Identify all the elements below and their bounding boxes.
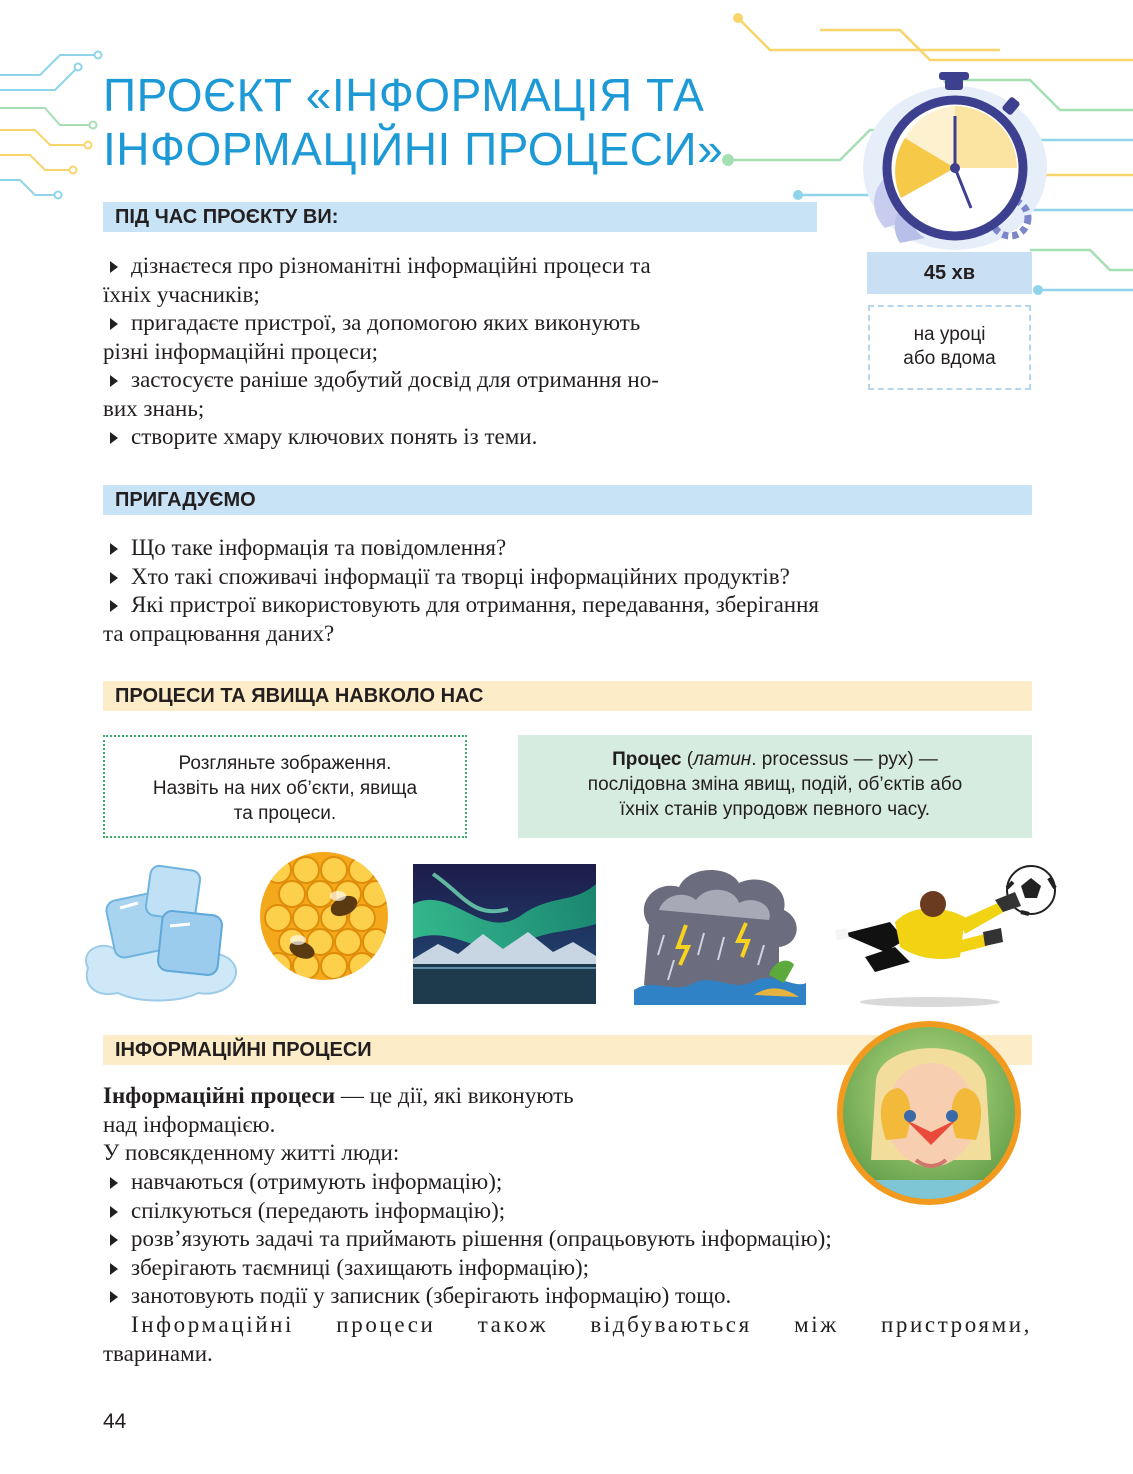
list-item: дізнаєтеся про різноманітні інформаційні процеси та їхніх учасників; (103, 252, 823, 309)
section-heading-during: ПІД ЧАС ПРОЄКТУ ВИ: (103, 202, 817, 232)
info-definition-line-2: над інформацією. (103, 1111, 276, 1137)
closing-line-2: тваринами. (103, 1340, 213, 1366)
list-item: розв’язують задачі та приймають рішення (опрацьовують інформацію); (103, 1225, 1043, 1254)
definition-box (518, 735, 1032, 838)
list-item: пригадаєте пристрої, за допомогою яких виконують різні інформаційні процеси; (103, 309, 823, 366)
duration-badge: 45 хв (867, 252, 1032, 294)
list-item: застосуєте раніше здобутий досвід для отримання но- вих знань; (103, 366, 823, 423)
info-definition (103, 1082, 723, 1168)
section-heading-recall: ПРИГАДУЄМО (103, 485, 1032, 515)
melting-ice-cubes-image (78, 858, 243, 1008)
info-processes-list (103, 1168, 1043, 1311)
task-line-1: Розгляньте зображення. (178, 753, 392, 774)
page-number: 44 (103, 1410, 127, 1433)
definition-line-3: їхніх станів упродовж певного часу. (619, 799, 931, 820)
recall-list (103, 534, 1043, 648)
title-line-2: ІНФОРМАЦІЙНІ ПРОЦЕСИ» (103, 123, 724, 175)
list-item: створите хмару ключових понять із теми. (103, 423, 823, 452)
info-intro: У повсякденному житті люди: (103, 1140, 400, 1165)
list-item: спілкуються (передають інформацію); (103, 1197, 1043, 1226)
stopwatch-icon (845, 68, 1055, 258)
definition-term: Процес (612, 749, 682, 770)
section-heading-phenomena: ПРОЦЕСИ ТА ЯВИЩА НАВКОЛО НАС (103, 681, 1032, 711)
task-line-2: Назвіть на них об’єкти, явища (152, 778, 418, 799)
during-list (103, 252, 823, 452)
location-note (868, 305, 1031, 390)
list-item: навчаються (отримують інформацію); (103, 1168, 1043, 1197)
location-line-1: на уроці (913, 324, 986, 345)
section-heading-info-processes: ІНФОРМАЦІЙНІ ПРОЦЕСИ (103, 1035, 1032, 1065)
info-definition-line-1: Інформаційні процеси — це дії, які виконують (103, 1083, 574, 1108)
closing-paragraph (103, 1311, 1032, 1368)
list-item: Хто такі споживачі інформації та творці інформаційних продуктів? (103, 563, 1043, 592)
storm-cloud-image (634, 865, 806, 1005)
northern-lights-image (413, 864, 596, 1004)
definition-line-2: послідовна зміна явищ, подій, об’єктів або (587, 774, 963, 795)
page-title (103, 68, 823, 176)
goalkeeper-with-ball-image (835, 862, 1057, 1012)
closing-line-1: Інформаційні процеси також відбуваються між пристроями, (131, 1312, 1032, 1337)
task-box (103, 735, 467, 838)
task-line-3: та процеси. (233, 803, 337, 824)
list-item: Що таке інформація та повідомлення? (103, 534, 1043, 563)
definition-line-1: Процес (латин. processus — рух) — (612, 749, 938, 770)
info-definition-term: Інформаційні процеси (103, 1083, 336, 1108)
location-line-2: або вдома (903, 348, 996, 369)
list-item: зберігають таємниці (захищають інформацію); (103, 1254, 1043, 1283)
circuit-decoration-left (0, 30, 110, 220)
title-line-1: ПРОЄКТ «ІНФОРМАЦІЯ ТА (103, 69, 705, 121)
bees-on-honeycomb-image (258, 850, 390, 982)
list-item: Які пристрої використовують для отримання, передавання, зберігання та опрацювання даних? (103, 591, 1043, 648)
list-item: занотовують події у записник (зберігають інформацію) тощо. (103, 1282, 1043, 1311)
